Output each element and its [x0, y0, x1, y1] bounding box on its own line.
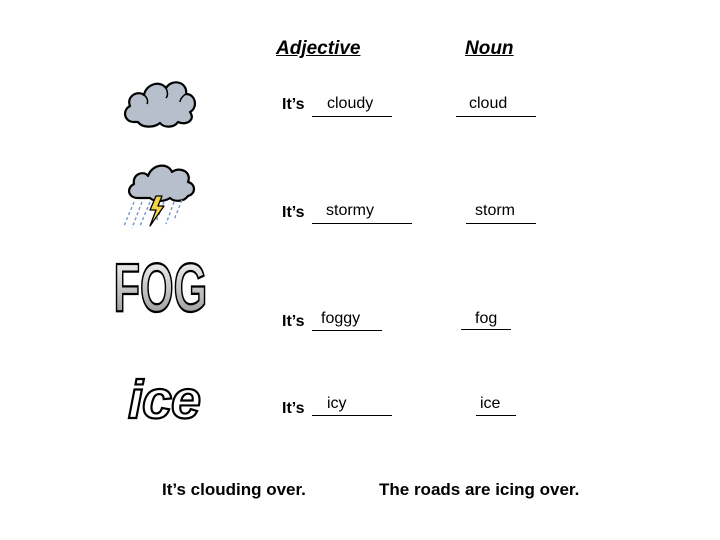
cloud-icon — [120, 74, 200, 130]
prefix-label: It’s — [282, 204, 305, 221]
noun-answer: storm — [475, 202, 515, 219]
ice-text-icon-label: ice — [127, 370, 201, 430]
adjective-blank[interactable] — [312, 116, 392, 117]
noun-answer: cloud — [469, 95, 508, 112]
adjective-blank[interactable] — [312, 330, 382, 331]
prefix-label: It’s — [282, 96, 305, 113]
adjective-blank[interactable] — [312, 223, 412, 224]
noun-blank[interactable] — [461, 329, 511, 330]
storm-cloud-icon — [120, 160, 200, 232]
adjective-answer: icy — [327, 395, 347, 412]
noun-header: Noun — [465, 38, 514, 59]
ice-text-icon — [127, 370, 204, 430]
noun-blank[interactable] — [466, 223, 536, 224]
example-sentence-left: It’s clouding over. — [162, 480, 306, 499]
prefix-label: It’s — [282, 313, 305, 330]
fog-text-icon — [113, 250, 208, 330]
adjective-answer: foggy — [321, 310, 361, 327]
prefix-label: It’s — [282, 400, 305, 417]
adjective-blank[interactable] — [312, 415, 392, 416]
adjective-answer: cloudy — [327, 95, 374, 112]
noun-blank[interactable] — [476, 415, 516, 416]
noun-blank[interactable] — [456, 116, 536, 117]
noun-answer: fog — [475, 310, 498, 327]
adjective-header: Adjective — [276, 38, 361, 59]
noun-answer: ice — [480, 395, 501, 412]
fog-text-icon-label: FOG — [113, 250, 208, 328]
adjective-answer: stormy — [326, 202, 374, 219]
example-sentence-right: The roads are icing over. — [379, 480, 580, 499]
